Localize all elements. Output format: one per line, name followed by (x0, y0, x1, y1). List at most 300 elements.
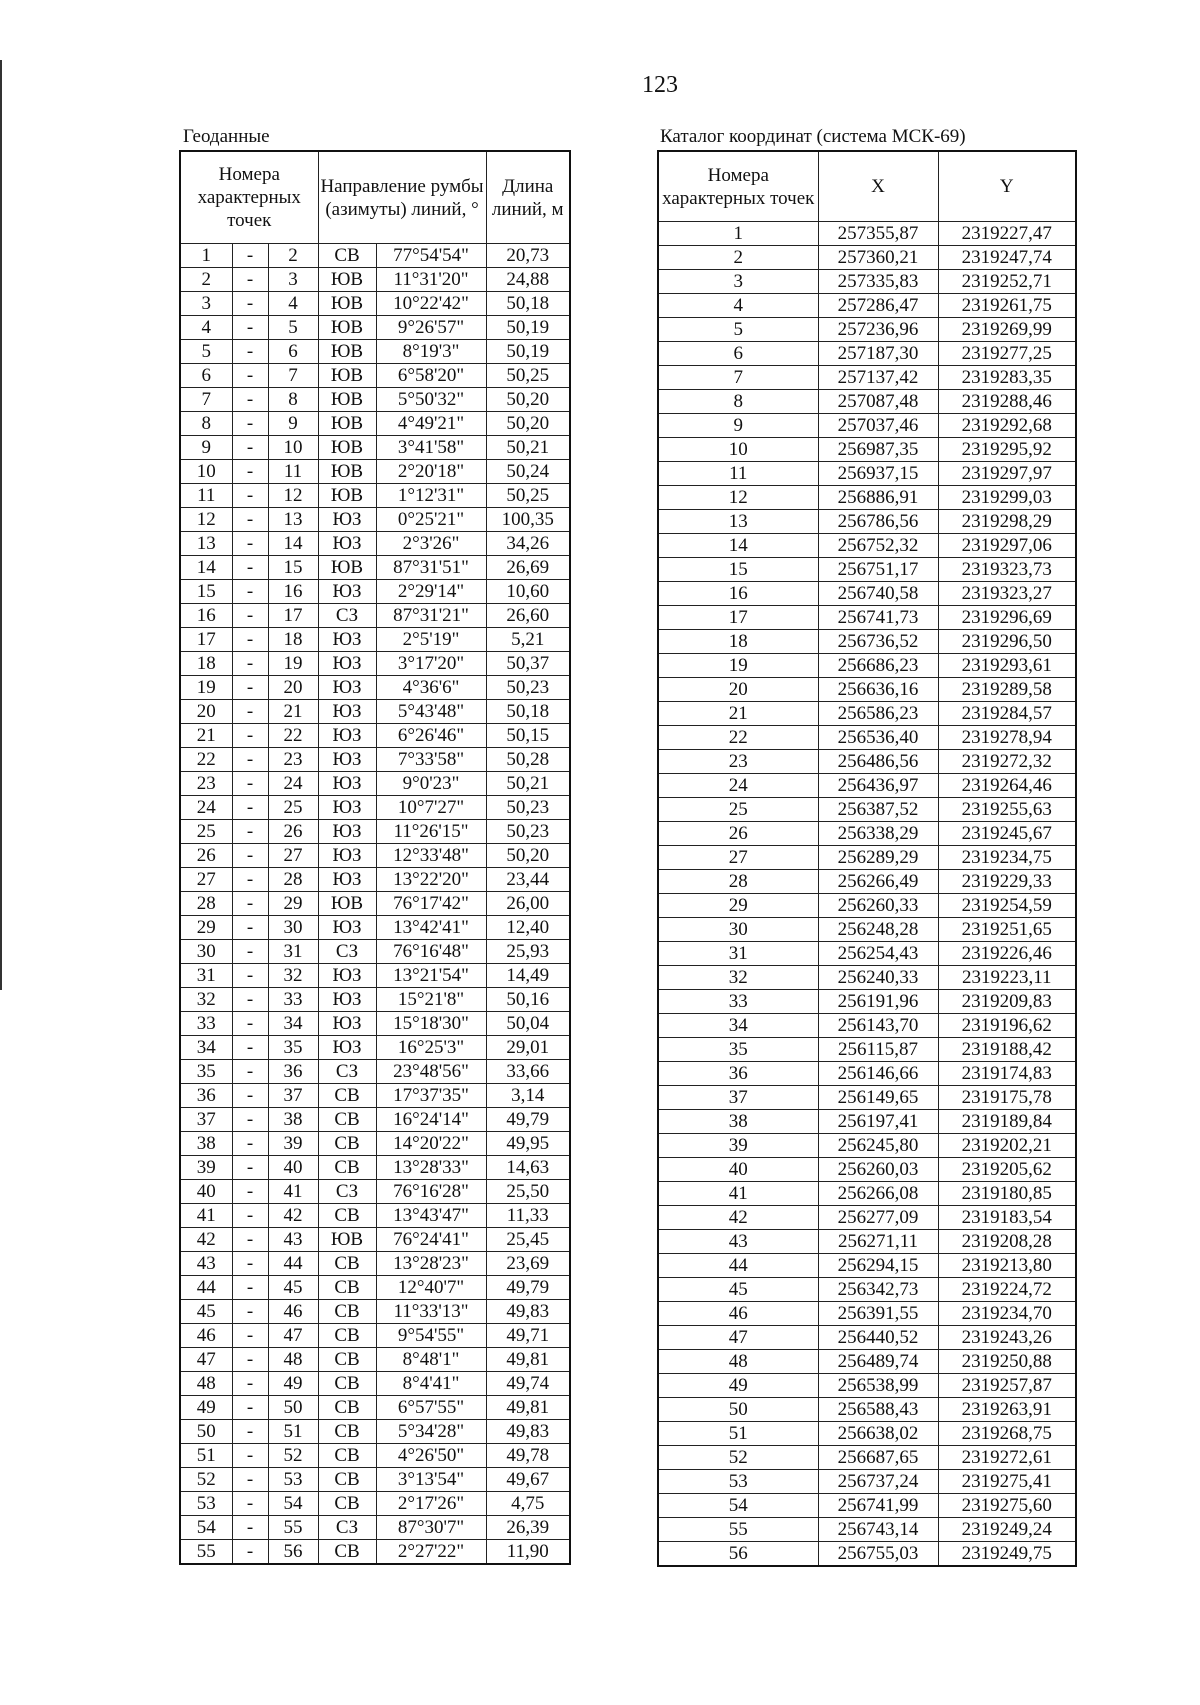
rhumb-cell: СВ (318, 1468, 376, 1492)
rhumb-cell: ЮЗ (318, 532, 376, 556)
rhumb-cell: ЮЗ (318, 676, 376, 700)
length-cell: 50,23 (486, 676, 570, 700)
x-coordinate-cell: 256245,80 (818, 1134, 938, 1158)
point-from-cell: 23 (180, 772, 232, 796)
x-coordinate-cell: 256143,70 (818, 1014, 938, 1038)
length-cell: 50,28 (486, 748, 570, 772)
point-from-cell: 16 (180, 604, 232, 628)
length-cell: 50,20 (486, 388, 570, 412)
dash-cell: - (232, 1516, 268, 1540)
point-to-cell: 48 (268, 1348, 318, 1372)
y-coordinate-cell: 2319284,57 (938, 702, 1076, 726)
point-number-cell: 33 (658, 990, 818, 1014)
point-from-cell: 28 (180, 892, 232, 916)
length-cell: 26,00 (486, 892, 570, 916)
length-cell: 24,88 (486, 268, 570, 292)
point-number-cell: 48 (658, 1350, 818, 1374)
y-coordinate-cell: 2319229,33 (938, 870, 1076, 894)
point-to-cell: 55 (268, 1516, 318, 1540)
point-from-cell: 6 (180, 364, 232, 388)
point-number-cell: 41 (658, 1182, 818, 1206)
y-coordinate-cell: 2319205,62 (938, 1158, 1076, 1182)
y-coordinate-cell: 2319268,75 (938, 1422, 1076, 1446)
x-coordinate-cell: 257137,42 (818, 366, 938, 390)
length-cell: 49,71 (486, 1324, 570, 1348)
table-row (658, 1326, 1076, 1350)
point-from-cell: 39 (180, 1156, 232, 1180)
point-number-cell: 14 (658, 534, 818, 558)
point-number-cell: 49 (658, 1374, 818, 1398)
y-coordinate-cell: 2319249,24 (938, 1518, 1076, 1542)
dash-cell: - (232, 652, 268, 676)
table-row (658, 1086, 1076, 1110)
x-coordinate-cell: 256289,29 (818, 846, 938, 870)
table-row (180, 556, 570, 580)
y-coordinate-cell: 2319234,75 (938, 846, 1076, 870)
point-from-cell: 14 (180, 556, 232, 580)
table-row (180, 1540, 570, 1565)
point-to-cell: 15 (268, 556, 318, 580)
table-row (658, 222, 1076, 246)
x-coordinate-cell: 257360,21 (818, 246, 938, 270)
point-number-cell: 53 (658, 1470, 818, 1494)
x-coordinate-cell: 256266,49 (818, 870, 938, 894)
table-row (180, 1372, 570, 1396)
point-to-cell: 28 (268, 868, 318, 892)
table-row (180, 1516, 570, 1540)
dash-cell: - (232, 892, 268, 916)
table-row (180, 1204, 570, 1228)
table-row (658, 630, 1076, 654)
x-coordinate-cell: 256191,96 (818, 990, 938, 1014)
point-number-cell: 22 (658, 726, 818, 750)
point-number-cell: 35 (658, 1038, 818, 1062)
table-row (180, 892, 570, 916)
table-row (658, 870, 1076, 894)
dash-cell: - (232, 484, 268, 508)
x-coordinate-cell: 256886,91 (818, 486, 938, 510)
point-from-cell: 55 (180, 1540, 232, 1565)
point-to-cell: 30 (268, 916, 318, 940)
azimuth-cell: 10°22'42" (376, 292, 486, 316)
point-number-cell: 43 (658, 1230, 818, 1254)
point-to-cell: 23 (268, 748, 318, 772)
dash-cell: - (232, 988, 268, 1012)
point-to-cell: 42 (268, 1204, 318, 1228)
dash-cell: - (232, 1060, 268, 1084)
length-cell: 3,14 (486, 1084, 570, 1108)
azimuth-cell: 8°19'3" (376, 340, 486, 364)
point-number-cell: 25 (658, 798, 818, 822)
rhumb-cell: ЮЗ (318, 868, 376, 892)
dash-cell: - (232, 580, 268, 604)
table-row (658, 366, 1076, 390)
point-from-cell: 11 (180, 484, 232, 508)
azimuth-cell: 2°27'22" (376, 1540, 486, 1565)
point-from-cell: 33 (180, 1012, 232, 1036)
point-from-cell: 2 (180, 268, 232, 292)
point-from-cell: 38 (180, 1132, 232, 1156)
x-coordinate-cell: 256937,15 (818, 462, 938, 486)
y-coordinate-cell: 2319278,94 (938, 726, 1076, 750)
point-number-cell: 3 (658, 270, 818, 294)
point-from-cell: 21 (180, 724, 232, 748)
point-to-cell: 21 (268, 700, 318, 724)
point-to-cell: 56 (268, 1540, 318, 1565)
point-to-cell: 44 (268, 1252, 318, 1276)
table-row (658, 438, 1076, 462)
y-coordinate-cell: 2319299,03 (938, 486, 1076, 510)
point-to-cell: 29 (268, 892, 318, 916)
table-row (180, 412, 570, 436)
page-left-rule (0, 60, 2, 990)
rhumb-cell: СВ (318, 1108, 376, 1132)
x-coordinate-cell: 256294,15 (818, 1254, 938, 1278)
table-row (180, 820, 570, 844)
catalog-header-x: X (818, 151, 938, 222)
y-coordinate-cell: 2319175,78 (938, 1086, 1076, 1110)
table-row (658, 1134, 1076, 1158)
table-row (180, 1084, 570, 1108)
point-from-cell: 9 (180, 436, 232, 460)
dash-cell: - (232, 1396, 268, 1420)
point-number-cell: 13 (658, 510, 818, 534)
point-number-cell: 20 (658, 678, 818, 702)
point-to-cell: 45 (268, 1276, 318, 1300)
y-coordinate-cell: 2319283,35 (938, 366, 1076, 390)
azimuth-cell: 13°28'33" (376, 1156, 486, 1180)
rhumb-cell: СЗ (318, 604, 376, 628)
table-row (180, 1396, 570, 1420)
y-coordinate-cell: 2319257,87 (938, 1374, 1076, 1398)
table-row (658, 318, 1076, 342)
dash-cell: - (232, 412, 268, 436)
point-from-cell: 48 (180, 1372, 232, 1396)
table-row (180, 292, 570, 316)
table-row (180, 1324, 570, 1348)
point-number-cell: 16 (658, 582, 818, 606)
table-row (180, 1132, 570, 1156)
length-cell: 50,25 (486, 484, 570, 508)
azimuth-cell: 11°26'15" (376, 820, 486, 844)
length-cell: 34,26 (486, 532, 570, 556)
table-row (658, 990, 1076, 1014)
y-coordinate-cell: 2319234,70 (938, 1302, 1076, 1326)
table-row (658, 702, 1076, 726)
point-to-cell: 31 (268, 940, 318, 964)
point-from-cell: 25 (180, 820, 232, 844)
rhumb-cell: ЮВ (318, 460, 376, 484)
x-coordinate-cell: 256391,55 (818, 1302, 938, 1326)
point-to-cell: 10 (268, 436, 318, 460)
catalog-caption: Каталог координат (система МСК-69) (660, 126, 966, 147)
table-row (180, 244, 570, 268)
point-from-cell: 30 (180, 940, 232, 964)
length-cell: 50,24 (486, 460, 570, 484)
table-row (180, 1420, 570, 1444)
table-row (180, 1060, 570, 1084)
y-coordinate-cell: 2319196,62 (938, 1014, 1076, 1038)
point-from-cell: 19 (180, 676, 232, 700)
x-coordinate-cell: 257236,96 (818, 318, 938, 342)
table-row (658, 534, 1076, 558)
azimuth-cell: 13°28'23" (376, 1252, 486, 1276)
point-number-cell: 15 (658, 558, 818, 582)
table-row (180, 388, 570, 412)
rhumb-cell: СВ (318, 1204, 376, 1228)
length-cell: 23,44 (486, 868, 570, 892)
azimuth-cell: 3°17'20" (376, 652, 486, 676)
dash-cell: - (232, 700, 268, 724)
dash-cell: - (232, 844, 268, 868)
dash-cell: - (232, 1132, 268, 1156)
x-coordinate-cell: 256752,32 (818, 534, 938, 558)
dash-cell: - (232, 724, 268, 748)
y-coordinate-cell: 2319277,25 (938, 342, 1076, 366)
length-cell: 23,69 (486, 1252, 570, 1276)
point-number-cell: 19 (658, 654, 818, 678)
table-row (180, 628, 570, 652)
y-coordinate-cell: 2319243,26 (938, 1326, 1076, 1350)
catalog-header-points: Номера характерных точек (658, 151, 818, 222)
table-row (658, 1470, 1076, 1494)
catalog-table-body (658, 222, 1076, 1567)
point-from-cell: 22 (180, 748, 232, 772)
y-coordinate-cell: 2319295,92 (938, 438, 1076, 462)
rhumb-cell: ЮВ (318, 292, 376, 316)
point-to-cell: 11 (268, 460, 318, 484)
table-row (180, 1300, 570, 1324)
rhumb-cell: СВ (318, 1252, 376, 1276)
rhumb-cell: СВ (318, 1492, 376, 1516)
table-row (658, 1206, 1076, 1230)
x-coordinate-cell: 257187,30 (818, 342, 938, 366)
length-cell: 26,39 (486, 1516, 570, 1540)
table-row (180, 340, 570, 364)
dash-cell: - (232, 556, 268, 580)
point-from-cell: 7 (180, 388, 232, 412)
point-number-cell: 28 (658, 870, 818, 894)
azimuth-cell: 3°13'54" (376, 1468, 486, 1492)
azimuth-cell: 5°43'48" (376, 700, 486, 724)
table-row (658, 1350, 1076, 1374)
length-cell: 20,73 (486, 244, 570, 268)
azimuth-cell: 4°49'21" (376, 412, 486, 436)
length-cell: 50,18 (486, 292, 570, 316)
table-row (658, 1254, 1076, 1278)
y-coordinate-cell: 2319292,68 (938, 414, 1076, 438)
table-row (658, 414, 1076, 438)
dash-cell: - (232, 1228, 268, 1252)
point-number-cell: 46 (658, 1302, 818, 1326)
dash-cell: - (232, 1204, 268, 1228)
point-from-cell: 26 (180, 844, 232, 868)
azimuth-cell: 2°17'26" (376, 1492, 486, 1516)
x-coordinate-cell: 256248,28 (818, 918, 938, 942)
point-to-cell: 37 (268, 1084, 318, 1108)
table-row (180, 364, 570, 388)
table-row (658, 294, 1076, 318)
table-row (180, 676, 570, 700)
point-from-cell: 50 (180, 1420, 232, 1444)
azimuth-cell: 8°4'41" (376, 1372, 486, 1396)
azimuth-cell: 4°36'6" (376, 676, 486, 700)
point-to-cell: 27 (268, 844, 318, 868)
length-cell: 50,21 (486, 436, 570, 460)
x-coordinate-cell: 256240,33 (818, 966, 938, 990)
table-row (180, 868, 570, 892)
point-to-cell: 17 (268, 604, 318, 628)
azimuth-cell: 1°12'31" (376, 484, 486, 508)
length-cell: 11,33 (486, 1204, 570, 1228)
point-number-cell: 1 (658, 222, 818, 246)
dash-cell: - (232, 1036, 268, 1060)
table-row (180, 1228, 570, 1252)
table-row (180, 460, 570, 484)
x-coordinate-cell: 256342,73 (818, 1278, 938, 1302)
table-row (180, 604, 570, 628)
x-coordinate-cell: 256751,17 (818, 558, 938, 582)
rhumb-cell: ЮЗ (318, 652, 376, 676)
rhumb-cell: СВ (318, 1444, 376, 1468)
table-row (658, 558, 1076, 582)
dash-cell: - (232, 676, 268, 700)
geodata-caption: Геоданные (183, 126, 270, 147)
table-row (658, 1110, 1076, 1134)
table-row (180, 1468, 570, 1492)
point-from-cell: 18 (180, 652, 232, 676)
azimuth-cell: 8°48'1" (376, 1348, 486, 1372)
page-number: 123 (642, 72, 678, 98)
y-coordinate-cell: 2319275,60 (938, 1494, 1076, 1518)
table-row (658, 1038, 1076, 1062)
rhumb-cell: ЮЗ (318, 748, 376, 772)
y-coordinate-cell: 2319275,41 (938, 1470, 1076, 1494)
point-number-cell: 8 (658, 390, 818, 414)
geodata-header-points: Номера характерных точек (180, 151, 318, 244)
length-cell: 4,75 (486, 1492, 570, 1516)
azimuth-cell: 10°7'27" (376, 796, 486, 820)
point-from-cell: 29 (180, 916, 232, 940)
point-to-cell: 33 (268, 988, 318, 1012)
azimuth-cell: 15°21'8" (376, 988, 486, 1012)
table-row (658, 678, 1076, 702)
length-cell: 100,35 (486, 508, 570, 532)
x-coordinate-cell: 256741,99 (818, 1494, 938, 1518)
rhumb-cell: ЮЗ (318, 820, 376, 844)
table-row (180, 484, 570, 508)
rhumb-cell: СВ (318, 1348, 376, 1372)
y-coordinate-cell: 2319189,84 (938, 1110, 1076, 1134)
x-coordinate-cell: 256260,33 (818, 894, 938, 918)
y-coordinate-cell: 2319255,63 (938, 798, 1076, 822)
point-to-cell: 54 (268, 1492, 318, 1516)
x-coordinate-cell: 256786,56 (818, 510, 938, 534)
y-coordinate-cell: 2319272,61 (938, 1446, 1076, 1470)
rhumb-cell: ЮВ (318, 412, 376, 436)
x-coordinate-cell: 256489,74 (818, 1350, 938, 1374)
point-to-cell: 9 (268, 412, 318, 436)
x-coordinate-cell: 256486,56 (818, 750, 938, 774)
table-row (658, 510, 1076, 534)
y-coordinate-cell: 2319296,50 (938, 630, 1076, 654)
length-cell: 25,45 (486, 1228, 570, 1252)
length-cell: 49,79 (486, 1108, 570, 1132)
point-to-cell: 16 (268, 580, 318, 604)
dash-cell: - (232, 748, 268, 772)
point-number-cell: 51 (658, 1422, 818, 1446)
length-cell: 5,21 (486, 628, 570, 652)
x-coordinate-cell: 256736,52 (818, 630, 938, 654)
table-row (180, 1276, 570, 1300)
dash-cell: - (232, 244, 268, 268)
point-from-cell: 32 (180, 988, 232, 1012)
azimuth-cell: 14°20'22" (376, 1132, 486, 1156)
x-coordinate-cell: 256636,16 (818, 678, 938, 702)
y-coordinate-cell: 2319245,67 (938, 822, 1076, 846)
azimuth-cell: 6°58'20" (376, 364, 486, 388)
y-coordinate-cell: 2319296,69 (938, 606, 1076, 630)
x-coordinate-cell: 256588,43 (818, 1398, 938, 1422)
length-cell: 50,23 (486, 796, 570, 820)
rhumb-cell: ЮВ (318, 556, 376, 580)
azimuth-cell: 2°29'14" (376, 580, 486, 604)
table-row (658, 1230, 1076, 1254)
table-row (180, 940, 570, 964)
point-number-cell: 21 (658, 702, 818, 726)
table-row (658, 1182, 1076, 1206)
length-cell: 49,81 (486, 1396, 570, 1420)
length-cell: 50,19 (486, 316, 570, 340)
dash-cell: - (232, 268, 268, 292)
point-from-cell: 43 (180, 1252, 232, 1276)
azimuth-cell: 76°16'48" (376, 940, 486, 964)
point-from-cell: 35 (180, 1060, 232, 1084)
rhumb-cell: ЮВ (318, 268, 376, 292)
length-cell: 25,50 (486, 1180, 570, 1204)
table-row (658, 582, 1076, 606)
y-coordinate-cell: 2319297,97 (938, 462, 1076, 486)
point-from-cell: 34 (180, 1036, 232, 1060)
azimuth-cell: 0°25'21" (376, 508, 486, 532)
dash-cell: - (232, 868, 268, 892)
y-coordinate-cell: 2319213,80 (938, 1254, 1076, 1278)
point-to-cell: 49 (268, 1372, 318, 1396)
table-row (180, 796, 570, 820)
point-from-cell: 10 (180, 460, 232, 484)
table-row (180, 1444, 570, 1468)
y-coordinate-cell: 2319261,75 (938, 294, 1076, 318)
azimuth-cell: 76°24'41" (376, 1228, 486, 1252)
azimuth-cell: 7°33'58" (376, 748, 486, 772)
length-cell: 49,81 (486, 1348, 570, 1372)
point-from-cell: 24 (180, 796, 232, 820)
table-row (658, 726, 1076, 750)
length-cell: 10,60 (486, 580, 570, 604)
azimuth-cell: 9°54'55" (376, 1324, 486, 1348)
point-from-cell: 17 (180, 628, 232, 652)
azimuth-cell: 15°18'30" (376, 1012, 486, 1036)
y-coordinate-cell: 2319208,28 (938, 1230, 1076, 1254)
point-number-cell: 23 (658, 750, 818, 774)
point-number-cell: 6 (658, 342, 818, 366)
point-number-cell: 54 (658, 1494, 818, 1518)
rhumb-cell: СВ (318, 1276, 376, 1300)
rhumb-cell: ЮЗ (318, 772, 376, 796)
point-number-cell: 52 (658, 1446, 818, 1470)
point-to-cell: 2 (268, 244, 318, 268)
rhumb-cell: ЮЗ (318, 724, 376, 748)
